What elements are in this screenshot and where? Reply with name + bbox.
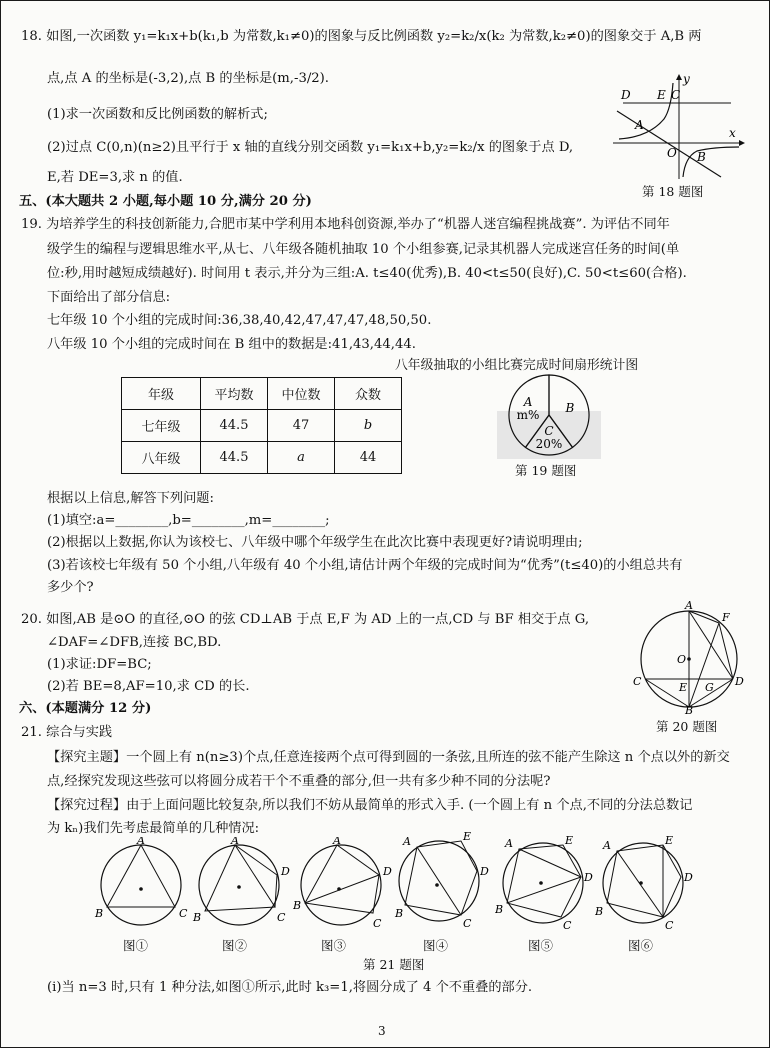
q20-line-2: ∠DAF=∠DFB,连接 BC,BD.: [47, 635, 222, 650]
label-e: E: [657, 88, 666, 102]
pie-value-label-c: 20%: [535, 437, 563, 451]
center-dot: [237, 885, 241, 889]
label-d: D: [735, 675, 744, 688]
label-a: A: [137, 837, 145, 847]
diagonal: [417, 847, 461, 915]
q19-line-5: 七年级 10 个小组的完成时间:36,38,40,42,47,47,47,48,50,50.: [47, 313, 432, 328]
q21-figure-1: [93, 837, 193, 937]
label-a: A: [505, 837, 513, 850]
label-o: O: [667, 146, 677, 160]
q19-line-6: 八年级 10 个小组的完成时间在 B 组中的数据是:41,43,44,44.: [47, 337, 416, 352]
q19-line-4: 下面给出了部分信息:: [47, 290, 171, 305]
table-row: [122, 442, 402, 474]
q21-line-3: 点,经探究发现这些弦可以将圆分成若干个不重叠的部分,但一共有多少种不同的分法呢?: [47, 774, 551, 789]
label-c: C: [665, 919, 674, 932]
q21-figure-5: [495, 833, 595, 933]
table-cell: 44.5: [201, 410, 268, 442]
q18-line-2: 点,点 A 的坐标是(-3,2),点 B 的坐标是(m,-3/2).: [47, 71, 330, 86]
pie-label-b: B: [565, 401, 575, 416]
q21-figure-2: [191, 837, 291, 937]
q21-figure-6: [595, 833, 695, 933]
label-b: B: [95, 907, 104, 920]
figure-6-label: 图⑥: [628, 938, 654, 953]
label-c: C: [633, 675, 642, 688]
table-cell: b: [335, 410, 402, 442]
center-dot: [337, 887, 341, 891]
q21-last-line: (ⅰ)当 n=3 时,只有 1 种分法,如图①所示,此时 k₃=1,将圆分成了 4 个不重叠的部分.: [47, 980, 533, 995]
chord-cd: [275, 875, 277, 907]
center-dot: [687, 657, 691, 661]
label-a: A: [685, 601, 693, 612]
label-e: E: [463, 831, 472, 843]
pie-value-label-a: m%: [516, 408, 540, 423]
label-e: E: [679, 681, 688, 694]
q18-line-3: (1)求一次函数和反比例函数的解析式;: [47, 107, 268, 122]
label-b: B: [685, 704, 694, 715]
table-header-row: [122, 378, 402, 410]
label-d: D: [480, 865, 489, 878]
label-d: D: [584, 871, 593, 884]
circle: [603, 843, 683, 923]
label-a: A: [231, 837, 239, 847]
section-5-heading: 五、(本大题共 2 小题,每小题 10 分,满分 20 分): [19, 194, 312, 209]
line-y1: [617, 111, 721, 177]
label-g: G: [705, 681, 714, 694]
label-d: D: [383, 865, 392, 878]
label-a: A: [603, 839, 611, 852]
q20-line-4: (2)若 BE=8,AF=10,求 CD 的长.: [47, 679, 250, 694]
label-c: C: [563, 919, 572, 932]
label-e: E: [565, 834, 574, 847]
table-cell: a: [268, 442, 335, 474]
q21-line-4: 【探究过程】由于上面问题比较复杂,所以我们不妨从最简单的形式入手. (一个圆上有 n 个点,不同的分法总数记: [47, 798, 693, 813]
q21-caption: 第 21 题图: [363, 957, 425, 972]
center-dot: [139, 887, 143, 891]
pie-chart: [497, 371, 601, 459]
label-e: E: [665, 834, 674, 847]
label-f: F: [722, 611, 730, 624]
center-dot: [639, 881, 643, 885]
label-d: D: [684, 871, 693, 884]
triangle-abc: [107, 845, 175, 907]
figure-5-label: 图⑤: [528, 938, 554, 953]
q18-figure: [609, 71, 749, 181]
hyperbola-right-branch: [683, 147, 739, 177]
x-axis-arrow: [739, 140, 745, 146]
label-a: A: [403, 835, 411, 848]
pie-label-a: A: [523, 395, 533, 410]
table-header-cell: 平均数: [201, 378, 268, 410]
q19-after-1: 根据以上信息,解答下列问题:: [47, 491, 214, 506]
label-d: D: [621, 88, 631, 102]
q19-line-2: 级学生的编程与逻辑思维水平,从七、八年级各随机抽取 10 个小组参赛,记录其机器人完成迷宫任务的时间(单: [47, 242, 680, 257]
label-c: C: [373, 917, 382, 930]
label-x: x: [729, 126, 736, 140]
table-cell: 八年级: [122, 442, 201, 474]
label-d: D: [281, 865, 290, 878]
center-dot: [539, 881, 543, 885]
y-axis-arrow: [676, 74, 682, 80]
figure-2-label: 图②: [222, 938, 248, 953]
figure-4-label: 图④: [423, 938, 449, 953]
segment-fb: [689, 623, 719, 707]
q18-caption: 第 18 题图: [642, 184, 704, 199]
diagonal-bd: [305, 875, 379, 903]
q20-line-1: 20. 如图,AB 是⊙O 的直径,⊙O 的弦 CD⊥AB 于点 E,F 为 AD 上的一点,CD 与 BF 相交于点 G,: [21, 612, 590, 627]
label-c: C: [179, 907, 188, 920]
table-header-cell: 众数: [335, 378, 402, 410]
q19-after-3: (2)根据以上数据,你认为该校七、八年级中哪个年级学生在此次比赛中表现更好?请说明理由;: [47, 535, 583, 550]
center-dot: [435, 883, 439, 887]
stats-table: [121, 377, 402, 474]
label-c: C: [671, 88, 681, 102]
circle: [301, 845, 381, 925]
q19-after-4: (3)若该校七年级有 50 个小组,八年级有 40 个小组,请估计两个年级的完成时间为“优秀”(t≤40)的小组总共有: [47, 558, 683, 573]
q19-after-2: (1)填空:a=________,b=________,m=________;: [47, 513, 330, 528]
q20-caption: 第 20 题图: [656, 719, 718, 734]
pentagon: [607, 845, 681, 917]
circle: [101, 845, 181, 925]
q21-line-1: 21. 综合与实践: [21, 725, 113, 740]
label-b: B: [395, 907, 404, 920]
table-row: [122, 410, 402, 442]
table-cell: 七年级: [122, 410, 201, 442]
label-b: B: [193, 911, 202, 924]
label-b: B: [293, 899, 302, 912]
label-c: C: [463, 917, 472, 930]
page-number: 3: [378, 1024, 386, 1038]
label-b: B: [697, 150, 706, 164]
table-cell: 44.5: [201, 442, 268, 474]
diagonal-1: [519, 849, 581, 877]
q20-line-3: (1)求证:DF=BC;: [47, 657, 152, 672]
label-b: B: [595, 905, 604, 918]
q19-caption: 第 19 题图: [515, 463, 577, 478]
label-o: O: [677, 653, 687, 666]
pie-label-c: C: [544, 424, 554, 438]
q18-line-1: 18. 如图,一次函数 y₁=k₁x+b(k₁,b 为常数,k₁≠0)的图象与反比例函数 y₂=k₂/x(k₂ 为常数,k₂≠0)的图象交于 A,B 两: [21, 29, 702, 44]
q18-line-4: (2)过点 C(0,n)(n≥2)且平行于 x 轴的直线分别交函数 y₁=k₁x+b,y₂=k₂/x 的图象于点 D,: [47, 140, 574, 155]
q21-figure-3: [293, 837, 393, 937]
q20-figure: [629, 601, 745, 715]
pie-chart-title: 八年级抽取的小组比赛完成时间扇形统计图: [395, 358, 639, 373]
q21-line-5: 为 kₙ)我们先考虑最简单的几种情况:: [47, 821, 260, 836]
circle: [199, 845, 279, 925]
q19-line-1: 19. 为培养学生的科技创新能力,合肥市某中学利用本地科创资源,举办了“机器人迷宫编程挑战赛”. 为评估不同年: [21, 217, 670, 232]
circle: [503, 843, 583, 923]
section-6-heading: 六、(本题满分 12 分): [19, 701, 152, 716]
figure-1-label: 图①: [123, 938, 149, 953]
label-a: A: [635, 118, 644, 132]
label-c: C: [277, 911, 286, 924]
label-a: A: [333, 837, 341, 847]
segment-fd: [719, 623, 733, 679]
q21-figure-4: [391, 831, 491, 931]
label-b: B: [495, 903, 504, 916]
figure-3-label: 图③: [321, 938, 347, 953]
label-y: y: [683, 72, 690, 86]
q18-line-5: E,若 DE=3,求 n 的值.: [47, 170, 183, 185]
table-cell: 44: [335, 442, 402, 474]
table-cell: 47: [268, 410, 335, 442]
table-header-cell: 年级: [122, 378, 201, 410]
q19-line-3: 位:秒,用时越短成绩越好). 时间用 t 表示,并分为三组:A. t≤40(优秀),B. 40<t≤50(良好),C. 50<t≤60(合格).: [47, 266, 687, 281]
q19-after-5: 多少个?: [47, 580, 94, 595]
table-header-cell: 中位数: [268, 378, 335, 410]
q21-line-2: 【探究主题】一个圆上有 n(n≥3)个点,任意连接两个点可得到圆的一条弦,且所连的弦不能产生除这 n 个点以外的新交: [47, 750, 730, 765]
